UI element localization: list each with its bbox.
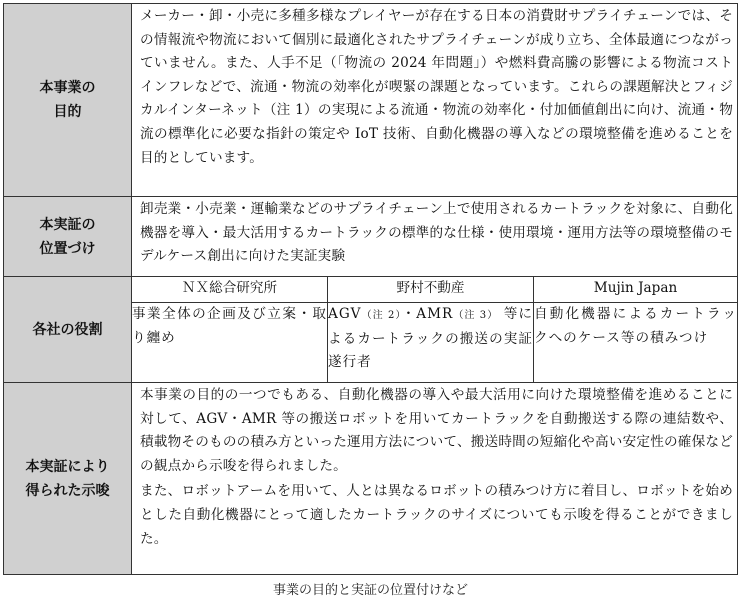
findings-cell [132,383,738,575]
positioning-row [4,197,738,277]
positioning-cell [132,197,738,277]
company-name: ＮＸ総合研究所 [132,277,328,303]
purpose-label [4,4,132,197]
label-line: 目的 [53,104,82,120]
company-role [328,303,534,383]
roles-label: 各社の役割 [4,277,132,383]
note-ref: （注 2） [361,310,402,321]
label-line: 本事業の [39,80,96,96]
findings-row [4,383,738,575]
label-line: 本実証の [39,216,96,233]
label-line: 本実証により [25,458,110,475]
role-part: AGV [328,306,362,322]
company-name: 野村不動産 [328,277,534,303]
company-role: 自動化機器によるカートラックへのケース等の積みつけ [534,303,738,383]
purpose-row [4,4,738,197]
summary-table [3,3,738,575]
role-part: 等によるカートラックの搬送の実証遂行者 [328,306,533,371]
purpose-cell [132,4,738,197]
positioning-text: 卸売業・小売業・運輸業などのサプライチェーン上で使用されるカートラックを対象に、自動化機器を導入・最大活用するカートラックの標準的な仕様・使用環境・運用方法等の環境整備のモデルケース創出に向けた実証実験 [140,201,734,265]
roles-header-row [4,277,738,303]
label-line: 位置づけ [39,240,96,257]
purpose-text: メーカー・卸・小売に多種多様なプレイヤーが存在する日本の消費財サプライチェーンでは、その情報流や物流において個別に最適化されたサプライチェーンが成り立ち、全体最適につながっていません。また、人手不足（「物流の 2024 年問題」）や燃料費高騰の影響による物流コストインフレなどで、流通・物流の効率化が喫緊の課題となっています。これらの課題解決とフィジカルインターネット（注 1）の実現による流通・物流の効率化・付加価値創出に向け、流通・物流の標準化に必要な指針の策定や IoT 技術、自動化機器の導入などの環境整備を進めることを目的としています。 [140,8,734,166]
label-line: 得られた示唆 [25,482,110,499]
note-ref: （注 3） [453,310,499,321]
findings-label [4,383,132,575]
findings-paragraph: 本事業の目的の一つでもある、自動化機器の導入や最大活用に向けた環境整備を進めることに対して、AGV・AMR 等の搬送ロボットを用いてカートラックを自動搬送する際の連結数や、積載物そのものの積み方といった運用方法について、搬送時間の短縮化や高い安定性の確保などの観点から示唆を得られました。 [140,387,734,474]
company-role: 事業全体の企画及び立案・取り纏め [132,303,328,383]
findings-paragraph: また、ロボットアームを用いて、人とは異なるロボットの積みつけ方に着目し、ロボットを始めとした自動化機器にとって適したカートラックのサイズについても示唆を得ることができました。 [140,483,734,547]
table-caption: 事業の目的と実証の位置付けなど [272,583,468,598]
role-part: ・AMR [401,306,454,322]
company-name: Mujin Japan [534,277,738,303]
positioning-label [4,197,132,277]
